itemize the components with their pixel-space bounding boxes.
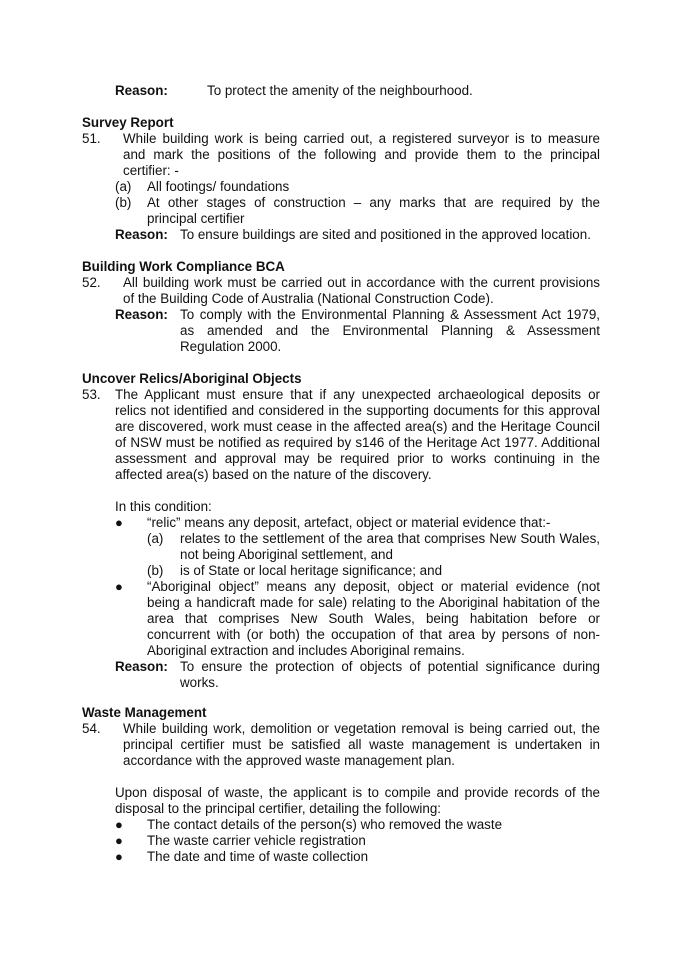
body-line: The Applicant must ensure that if any unexpected archaeological deposits or — [115, 387, 600, 402]
sub-item-text: relates to the settlement of the area that comprises New South Wales, — [180, 531, 600, 546]
sub-item-text: not being Aboriginal settlement, and — [180, 547, 393, 562]
sub-item-text: is of State or local heritage significance; and — [180, 563, 443, 578]
reason-label: Reason: — [115, 659, 168, 674]
condition-number: 53. — [82, 387, 101, 402]
list-item: principal certifier — [147, 211, 245, 226]
reason-text: To comply with the Environmental Planning & Assessment Act 1979, — [180, 307, 600, 322]
body-line: of NSW must be notified as required by s146 of the Heritage Act 1977. Additional — [115, 435, 600, 450]
bullet-icon: ● — [115, 849, 123, 864]
body-line: and mark the positions of the following and provide them to the principal — [123, 147, 600, 162]
bullet-text: area that comprises New South Wales, being habitation before or — [147, 611, 600, 626]
bullet-text: “Aboriginal object” means any deposit, object or material evidence (not — [147, 579, 600, 594]
section-heading-bca: Building Work Compliance BCA — [82, 259, 285, 274]
bullet-icon: ● — [115, 579, 123, 594]
reason-text: To protect the amenity of the neighbourhood. — [207, 83, 473, 98]
bullet-icon: ● — [115, 833, 123, 848]
list-item: All footings/ foundations — [147, 179, 290, 194]
section-heading-survey: Survey Report — [82, 115, 174, 130]
bullet-icon: ● — [115, 817, 123, 832]
reason-text: works. — [180, 675, 219, 690]
reason-text: To ensure buildings are sited and positioned in the approved location. — [180, 227, 591, 242]
body-line: Upon disposal of waste, the applicant is to compile and provide records of the — [115, 785, 600, 800]
list-marker: (b) — [147, 563, 164, 578]
reason-text: as amended and the Environmental Planning & Assessment — [180, 323, 600, 338]
body-line: affected area(s) based on the nature of the discovery. — [115, 467, 432, 482]
body-line: principal certifier must be satisfied all waste management is undertaken in — [123, 737, 600, 752]
reason-label: Reason: — [115, 307, 168, 322]
condition-number: 54. — [82, 721, 101, 736]
list-item: At other stages of construction – any marks that are required by the — [147, 195, 600, 210]
bullet-text: being a handicraft made for sale) relating to the Aboriginal habitation of the — [147, 595, 600, 610]
body-line: While building work is being carried out, a registered surveyor is to measure — [123, 131, 600, 146]
body-line: of the Building Code of Australia (National Construction Code). — [123, 291, 494, 306]
bullet-text: concurrent with (or both) the occupation of that area by persons of non- — [147, 627, 600, 642]
bullet-text: The date and time of waste collection — [147, 849, 369, 864]
bullet-text: The waste carrier vehicle registration — [147, 833, 366, 848]
list-marker: (a) — [147, 531, 164, 546]
bullet-text: The contact details of the person(s) who removed the waste — [147, 817, 503, 832]
reason-label: Reason: — [115, 227, 168, 242]
condition-number: 51. — [82, 131, 101, 146]
section-heading-waste: Waste Management — [82, 705, 207, 720]
list-marker: (b) — [115, 195, 132, 210]
body-line: While building work, demolition or vegetation removal is being carried out, the — [123, 721, 600, 736]
reason-label: Reason: — [115, 83, 168, 98]
body-line: relics not identified and considered in the supporting documents for this approval — [115, 403, 600, 418]
condition-number: 52. — [82, 275, 101, 290]
section-heading-relics: Uncover Relics/Aboriginal Objects — [82, 371, 302, 386]
in-condition-text: In this condition: — [115, 499, 212, 514]
reason-text: Regulation 2000. — [180, 339, 282, 354]
body-line: All building work must be carried out in accordance with the current provisions — [123, 275, 600, 290]
bullet-text: Aboriginal extraction and includes Aboriginal remains. — [147, 643, 465, 658]
body-line: are discovered, work must cease in the affected area(s) and the Heritage Council — [115, 419, 600, 434]
body-line: certifier: - — [123, 163, 179, 178]
body-line: disposal to the principal certifier, detailing the following: — [115, 801, 442, 816]
body-line: accordance with the approved waste management plan. — [123, 753, 455, 768]
bullet-icon: ● — [115, 515, 123, 530]
body-line: assessment and approval may be required prior to works continuing in the — [115, 451, 600, 466]
reason-text: To ensure the protection of objects of potential significance during — [180, 659, 600, 674]
bullet-text: “relic” means any deposit, artefact, object or material evidence that:- — [147, 515, 551, 530]
list-marker: (a) — [115, 179, 132, 194]
